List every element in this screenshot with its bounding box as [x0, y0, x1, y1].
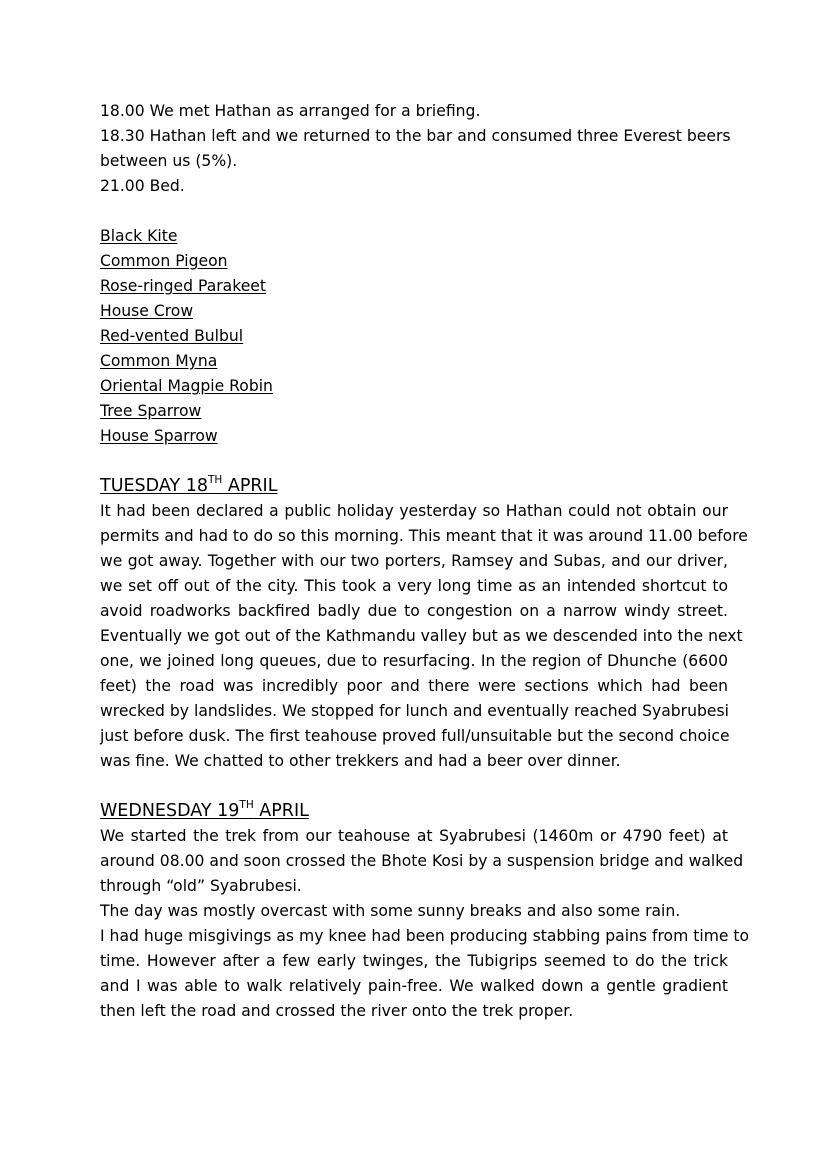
paragraph-line: I had huge misgivings as my knee had been producing stabbing pains from time to	[100, 927, 750, 945]
paragraph-line: one, we joined long queues, due to resurfacing. In the region of Dhunche (6600	[100, 652, 728, 670]
paragraph-line: and I was able to walk relatively pain-free. We walked down a gentle gradient	[100, 977, 728, 995]
wednesday-heading	[100, 799, 728, 824]
paragraph-line: through “old” Syabrubesi.	[100, 877, 302, 895]
intro-line: 18.00 We met Hathan as arranged for a briefing.	[100, 102, 481, 120]
paragraph-line: time. However after a few early twinges, the Tubigrips seemed to do the trick	[100, 952, 728, 970]
wednesday-section	[100, 799, 750, 1024]
paragraph-line: wrecked by landslides. We stopped for lunch and eventually reached Syabrubesi	[100, 702, 729, 720]
paragraph-line: permits and had to do so this morning. This meant that it was around 11.00 before	[100, 527, 748, 545]
paragraph-line: then left the road and crossed the river onto the trek proper.	[100, 1002, 574, 1020]
paragraph-line: feet) the road was incredibly poor and there were sections which had been	[100, 677, 728, 695]
bird-list-item: Tree Sparrow	[100, 402, 202, 420]
heading-month: APRIL	[253, 801, 309, 821]
bird-list-item: Common Myna	[100, 352, 218, 370]
tuesday-heading	[100, 474, 728, 499]
document-page	[100, 99, 750, 1024]
paragraph-line: around 08.00 and soon crossed the Bhote Kosi by a suspension bridge and walked	[100, 852, 744, 870]
tuesday-section	[100, 474, 748, 774]
intro-line: 21.00 Bed.	[100, 177, 185, 195]
bird-list-item: Oriental Magpie Robin	[100, 377, 273, 395]
intro-block	[100, 99, 731, 199]
paragraph-line: avoid roadworks backfired badly due to congestion on a narrow windy street.	[100, 602, 728, 620]
bird-list	[100, 224, 728, 449]
heading-month: APRIL	[222, 476, 278, 496]
paragraph-line: we set off out of the city. This took a very long time as an intended shortcut to	[100, 577, 728, 595]
bird-list-item: Rose-ringed Parakeet	[100, 277, 266, 295]
bird-list-item: Black Kite	[100, 227, 178, 245]
heading-day: WEDNESDAY 19	[100, 801, 240, 821]
heading-ordinal: TH	[207, 474, 223, 487]
bird-list-item: House Crow	[100, 302, 194, 320]
paragraph-line: was fine. We chatted to other trekkers and had a beer over dinner.	[100, 752, 621, 770]
intro-line: between us (5%).	[100, 152, 238, 170]
heading-day: TUESDAY 18	[100, 476, 208, 496]
paragraph-line: We started the trek from our teahouse at Syabrubesi (1460m or 4790 feet) at	[100, 827, 728, 845]
bird-list-item: Red-vented Bulbul	[100, 327, 244, 345]
paragraph-line: The day was mostly overcast with some sunny breaks and also some rain.	[100, 902, 681, 920]
heading-ordinal: TH	[239, 799, 254, 812]
paragraph-line: we got away. Together with our two porters, Ramsey and Subas, and our driver,	[100, 552, 728, 570]
intro-line: 18.30 Hathan left and we returned to the bar and consumed three Everest beers	[100, 127, 731, 145]
paragraph-line: It had been declared a public holiday yesterday so Hathan could not obtain our	[100, 502, 728, 520]
paragraph-line: just before dusk. The first teahouse proved full/unsuitable but the second choice	[100, 727, 730, 745]
paragraph-line: Eventually we got out of the Kathmandu valley but as we descended into the next	[100, 627, 743, 645]
bird-list-item: Common Pigeon	[100, 252, 228, 270]
bird-list-item: House Sparrow	[100, 427, 218, 445]
